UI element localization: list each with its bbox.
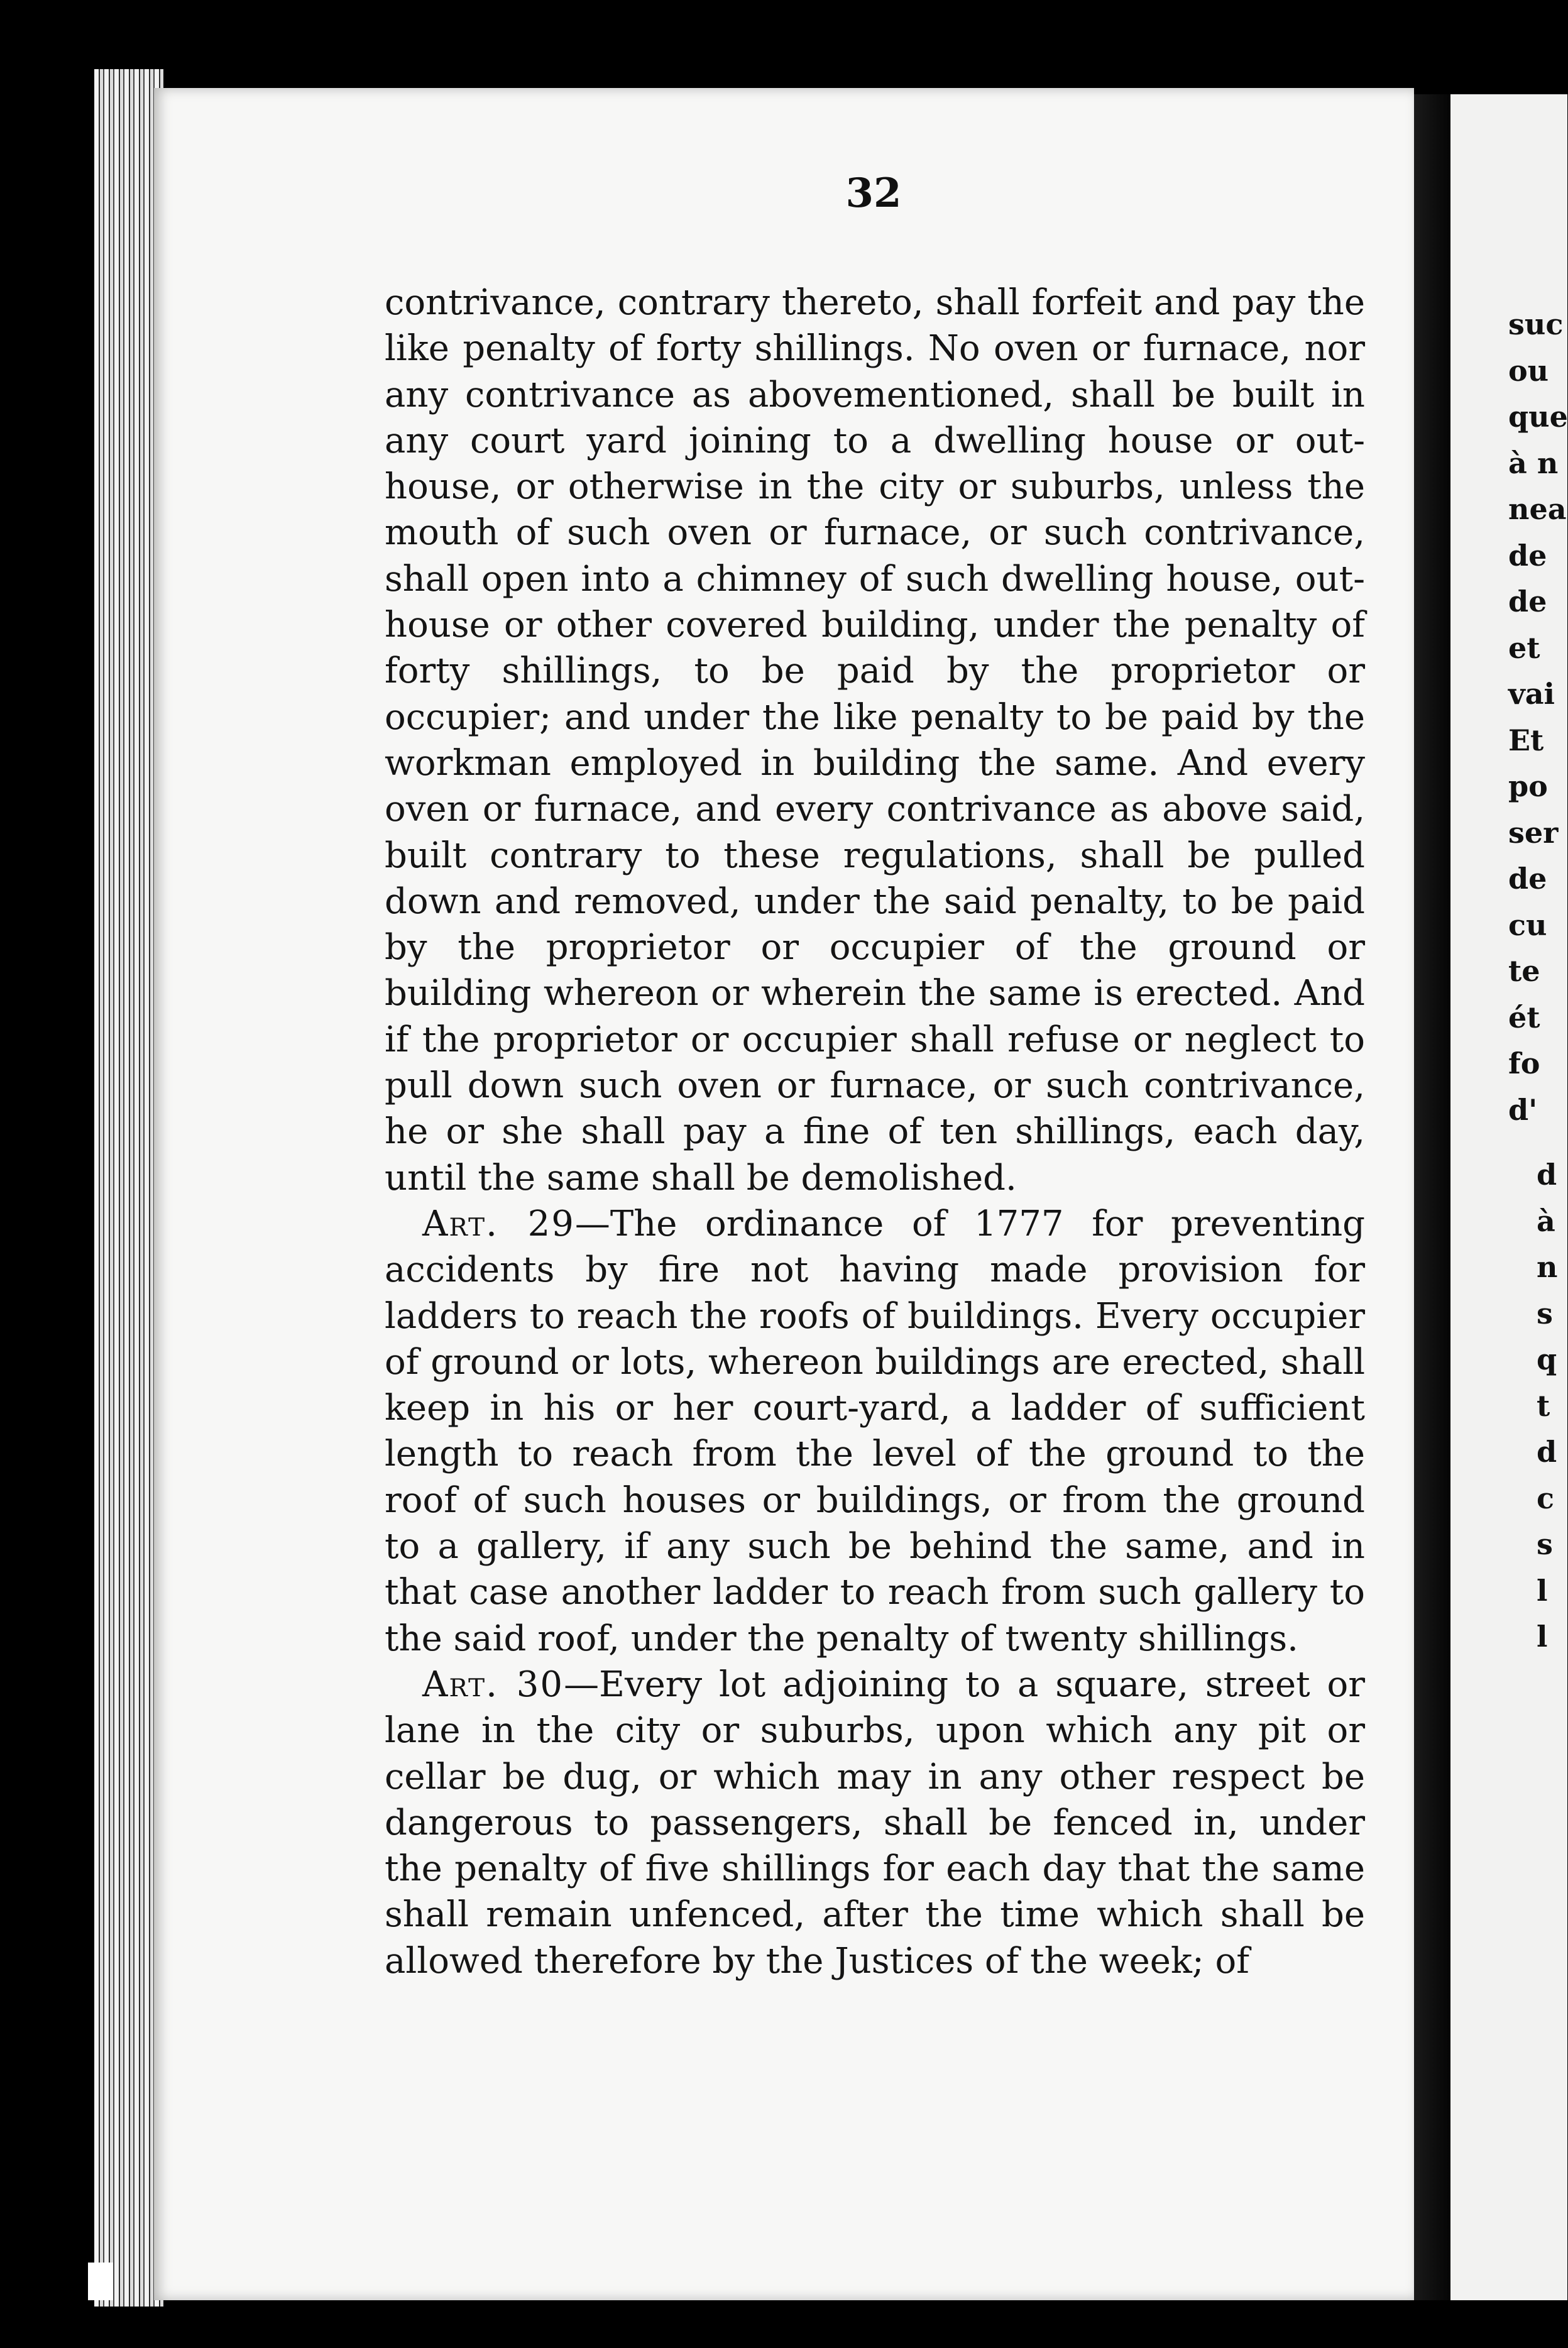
facing-line: t bbox=[1537, 1388, 1550, 1423]
facing-line: suc bbox=[1508, 307, 1564, 341]
paragraph-text: contrivance, contrary thereto, shall forfeit and pay the like penalty of forty shillings. No oven or furnace, nor any contrivance as abovementioned, shall be built in any court yard joining to a dwelling house or out-house, or otherwise in the city or suburbs, unless the mouth of such oven or furnace, or such contrivance, shall open into a chimney of such dwelling house, out-house or other covered building, under the penalty of forty shillings, to be paid by the proprietor or occupier; and under the like penalty to be paid by the workman employed in building the same. And every oven or furnace, and every contrivance as above said, built contrary to these regulations, shall be pulled down and removed, under the said penalty, to be paid by the proprietor or occupier of the ground or building whereon or wherein the same is erected. And if the proprietor or occupier shall refuse or neglect to pull down such oven or furnace, or such contrivance, he or she shall pay a fine of ten shillings, each day, until the same shall be demolished. bbox=[385, 282, 1365, 1199]
facing-line: s bbox=[1537, 1296, 1553, 1330]
article-label: Art. 29 bbox=[422, 1203, 575, 1244]
article-30 bbox=[385, 1662, 1365, 1984]
facing-lines-lower bbox=[1508, 1152, 1567, 1654]
facing-line: de bbox=[1508, 862, 1547, 896]
facing-line: fo bbox=[1508, 1046, 1540, 1080]
facing-line: Et bbox=[1508, 723, 1544, 757]
facing-line: de bbox=[1508, 584, 1547, 618]
paragraph-continuation bbox=[385, 280, 1365, 1201]
facing-line: q bbox=[1537, 1342, 1557, 1376]
facing-line: d bbox=[1537, 1435, 1557, 1469]
facing-line: de bbox=[1508, 538, 1547, 573]
article-text: —Every lot adjoining to a square, street or lane in the city or suburbs, upon which any pit or cellar be dug, or which may in any other respect be dangerous to passengers, shall be fenced in, under the penalty of five shillings for each day that the same shall remain unfenced, after the time which shall be allowed therefore by the Justices of the week; of bbox=[385, 1664, 1366, 1982]
facing-line: que bbox=[1508, 400, 1568, 434]
facing-line: ou bbox=[1508, 353, 1549, 388]
stacked-page-edges bbox=[94, 69, 163, 2307]
facing-line: vai bbox=[1508, 677, 1555, 711]
facing-line: et bbox=[1508, 630, 1540, 665]
facing-line: ser bbox=[1508, 815, 1559, 850]
article-label: Art. 30 bbox=[422, 1664, 564, 1705]
facing-line: po bbox=[1508, 769, 1548, 803]
facing-line: nea bbox=[1508, 492, 1567, 526]
facing-line: s bbox=[1537, 1527, 1553, 1561]
facing-line: d' bbox=[1508, 1092, 1538, 1127]
facing-line: l bbox=[1537, 1573, 1548, 1608]
facing-line: cu bbox=[1508, 908, 1547, 942]
facing-page-text bbox=[1508, 302, 1568, 1654]
facing-line: à n bbox=[1508, 446, 1559, 480]
facing-line: n bbox=[1537, 1250, 1558, 1284]
facing-line: ét bbox=[1508, 1000, 1540, 1034]
article-text: —The ordinance of 1777 for preventing accidents by fire not having made provision for ladders to reach the roofs of buildings. Every occupier of ground or lots, whereon buildings are erected, shall keep in his or her court-yard, a ladder of sufficient length to reach from the level of the ground to the roof of such houses or buildings, or from the ground to a gallery, if any such be behind the same, and in that case another ladder to reach from such gallery to the said roof, under the penalty of twenty shillings. bbox=[385, 1203, 1365, 1659]
facing-line: à bbox=[1537, 1204, 1555, 1238]
article-29 bbox=[385, 1201, 1365, 1662]
facing-line: d bbox=[1537, 1158, 1557, 1192]
scan-artifact bbox=[88, 2263, 113, 2300]
book-gutter bbox=[1414, 94, 1450, 2300]
facing-line: l bbox=[1537, 1620, 1548, 1654]
page-number: 32 bbox=[845, 170, 902, 217]
facing-line: te bbox=[1508, 954, 1540, 988]
facing-line: c bbox=[1537, 1481, 1555, 1515]
page-text bbox=[385, 280, 1365, 1984]
